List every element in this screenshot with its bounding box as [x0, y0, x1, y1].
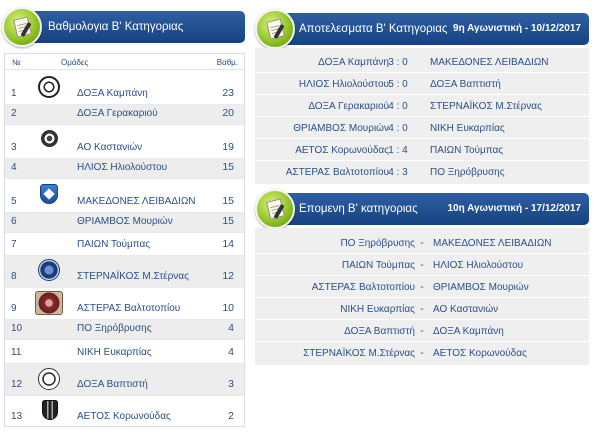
- next-round-box: [255, 228, 589, 365]
- row-position: 11: [11, 347, 22, 358]
- match-score: 4 : 0: [388, 123, 408, 134]
- standings-title: Βαθμολογια Β' Κατηγοριας: [48, 21, 184, 33]
- row-position: 7: [11, 239, 17, 250]
- fixture-row[interactable]: [255, 298, 589, 320]
- ao-crest-icon: [41, 130, 58, 147]
- home-team[interactable]: ΝΙΚΗ Ευκαρπίας: [340, 304, 415, 315]
- fixture-row[interactable]: [255, 342, 589, 364]
- table-row[interactable]: [5, 125, 244, 159]
- table-row[interactable]: [5, 320, 244, 340]
- aetos-crest-icon: [42, 400, 58, 420]
- row-points: 2: [228, 410, 234, 422]
- row-team[interactable]: ΔΟΞΑ Καμπάνη: [77, 88, 148, 99]
- row-points: 20: [222, 107, 234, 119]
- home-team[interactable]: ΠΑΙΩΝ Τούμπας: [341, 260, 415, 271]
- row-points: 4: [228, 346, 234, 358]
- table-row[interactable]: [5, 159, 244, 179]
- row-points: 23: [222, 87, 234, 99]
- results-header: [259, 13, 589, 45]
- home-team[interactable]: ΔΟΞΑ Καμπάνη: [318, 57, 389, 68]
- away-team[interactable]: ΔΟΞΑ Καμπάνη: [433, 326, 504, 337]
- fixture-separator: -: [420, 304, 424, 315]
- row-points: 19: [222, 141, 234, 153]
- row-team[interactable]: ΜΑΚΕΔΟΝΕΣ ΛΕΙΒΑΔΙΩΝ: [77, 196, 196, 207]
- standings-table: [4, 53, 245, 427]
- row-points: 12: [222, 270, 234, 282]
- results-box: [255, 48, 589, 184]
- fixture-row[interactable]: [255, 320, 589, 342]
- table-row[interactable]: [5, 179, 244, 213]
- table-row[interactable]: [5, 340, 244, 364]
- notepad-badge-icon: [255, 189, 295, 229]
- result-row[interactable]: [255, 95, 589, 117]
- result-row[interactable]: [255, 51, 589, 73]
- row-team[interactable]: ΑΕΤΟΣ Κορωνούδας: [77, 411, 171, 422]
- fixture-row[interactable]: [255, 254, 589, 276]
- row-points: 15: [222, 215, 234, 227]
- table-row[interactable]: [5, 288, 244, 320]
- result-row[interactable]: [255, 73, 589, 95]
- row-team[interactable]: ΣΤΕΡΝΑΪΚΟΣ Μ.Στέρνας: [77, 271, 189, 282]
- row-position: 13: [11, 411, 23, 422]
- result-row[interactable]: [255, 139, 589, 161]
- row-position: 10: [11, 323, 23, 334]
- away-team[interactable]: ΜΑΚΕΔΟΝΕΣ ΛΕΙΒΑΔΙΩΝ: [433, 238, 552, 249]
- away-team[interactable]: ΔΟΞΑ Βαπτιστή: [430, 79, 501, 90]
- row-points: 4: [228, 322, 234, 334]
- fixture-separator: -: [420, 282, 424, 293]
- header-team: Ομάδες: [61, 58, 89, 67]
- standings-header: [6, 11, 245, 43]
- fixture-separator: -: [420, 326, 424, 337]
- table-row[interactable]: [5, 364, 244, 396]
- row-position: 5: [11, 196, 17, 207]
- away-team[interactable]: ΜΑΚΕΔΟΝΕΣ ΛΕΙΒΑΔΙΩΝ: [430, 57, 549, 68]
- fixture-row[interactable]: [255, 276, 589, 298]
- away-team[interactable]: ΠΑΙΩΝ Τούμπας: [430, 145, 504, 156]
- header-pts: Βαθμ.: [216, 58, 238, 67]
- row-team[interactable]: ΑΟ Καστανιών: [77, 142, 143, 153]
- away-team[interactable]: ΝΙΚΗ Ευκαρπίας: [430, 123, 505, 134]
- match-score: 1 : 4: [388, 145, 408, 156]
- row-points: 3: [228, 378, 234, 390]
- results-round: 9η Αγωνιστική - 10/12/2017: [453, 23, 581, 34]
- home-team[interactable]: ΔΟΞΑ Γερακαριού: [308, 101, 389, 112]
- result-row[interactable]: [255, 161, 589, 183]
- aster-crest-icon: [35, 291, 63, 315]
- away-team[interactable]: ΘΡΙΑΜΒΟΣ Μουριών: [433, 282, 529, 293]
- row-team[interactable]: ΠΟ Ξηρόβρυσης: [77, 323, 152, 334]
- row-position: 3: [11, 142, 17, 153]
- table-row[interactable]: [5, 71, 244, 105]
- home-team[interactable]: ΑΣΤΕΡΑΣ Βαλτοτοπίου: [311, 282, 415, 293]
- home-team[interactable]: ΘΡΙΑΜΒΟΣ Μουριών: [293, 123, 389, 134]
- standings-table-header: [5, 54, 244, 70]
- next-round-date: 10η Αγωνιστική - 17/12/2017: [447, 203, 581, 214]
- row-position: 9: [11, 303, 17, 314]
- row-points: 14: [222, 238, 234, 250]
- away-team[interactable]: ΑΕΤΟΣ Κορωνούδας: [433, 348, 527, 359]
- away-team[interactable]: ΣΤΕΡΝΑΪΚΟΣ Μ.Στέρνας: [430, 101, 542, 112]
- next-round-title: Επομενη Β' κατηγοριας: [299, 203, 418, 215]
- fixture-separator: -: [420, 348, 424, 359]
- home-team[interactable]: ΑΣΤΕΡΑΣ Βαλτοτοπίου: [285, 167, 389, 178]
- home-team[interactable]: ΗΛΙΟΣ Ηλιολούστου: [298, 79, 389, 90]
- fixture-separator: -: [420, 260, 424, 271]
- star-crest-icon: [38, 259, 60, 281]
- table-row[interactable]: [5, 213, 244, 233]
- match-score: 3 : 0: [388, 57, 408, 68]
- match-score: 4 : 3: [388, 167, 408, 178]
- row-position: 4: [11, 162, 17, 173]
- table-row[interactable]: [5, 233, 244, 256]
- match-score: 4 : 0: [388, 101, 408, 112]
- results-title: Αποτελεσματα Β' Κατηγοριας: [299, 23, 448, 35]
- row-team[interactable]: ΔΟΞΑ Γερακαριού: [77, 108, 158, 119]
- row-team[interactable]: ΔΟΞΑ Βαπτιστή: [77, 379, 148, 390]
- row-points: 15: [222, 195, 234, 207]
- header-pos: №: [12, 58, 21, 67]
- away-team[interactable]: ΗΛΙΟΣ Ηλιολούστου: [433, 260, 524, 271]
- table-row[interactable]: [5, 256, 244, 288]
- table-row[interactable]: [5, 105, 244, 125]
- shield-crest-icon: [40, 184, 58, 204]
- row-team[interactable]: ΘΡΙΑΜΒΟΣ Μουριών: [77, 216, 173, 227]
- notepad-badge-icon: [2, 7, 42, 47]
- row-position: 8: [11, 271, 17, 282]
- away-team[interactable]: ΠΟ Ξηρόβρυσης: [430, 167, 505, 178]
- eagle-crest-icon: [38, 76, 60, 98]
- row-points: 15: [222, 161, 234, 173]
- row-team[interactable]: ΗΛΙΟΣ Ηλιολούστου: [77, 162, 168, 173]
- home-team[interactable]: ΣΤΕΡΝΑΪΚΟΣ Μ.Στέρνας: [303, 348, 415, 359]
- row-position: 12: [11, 379, 23, 390]
- row-position: 6: [11, 216, 17, 227]
- home-team[interactable]: ΠΟ Ξηρόβρυσης: [340, 238, 415, 249]
- away-team[interactable]: ΑΟ Καστανιών: [433, 304, 499, 315]
- row-team[interactable]: ΑΣΤΕΡΑΣ Βαλτοτοπίου: [77, 303, 181, 314]
- home-team[interactable]: ΔΟΞΑ Βαπτιστή: [344, 326, 415, 337]
- doxa-crest-icon: [38, 368, 60, 390]
- fixture-row[interactable]: [255, 232, 589, 254]
- result-row[interactable]: [255, 117, 589, 139]
- table-row[interactable]: [5, 396, 244, 427]
- match-score: 5 : 0: [388, 79, 408, 90]
- row-position: 1: [11, 88, 17, 99]
- row-team[interactable]: ΝΙΚΗ Ευκαρπίας: [77, 347, 152, 358]
- row-position: 2: [11, 108, 17, 119]
- home-team[interactable]: ΑΕΤΟΣ Κορωνούδας: [295, 145, 389, 156]
- row-points: 10: [222, 302, 234, 314]
- notepad-badge-icon: [255, 9, 295, 49]
- fixture-separator: -: [420, 238, 424, 249]
- next-round-header: [259, 193, 589, 225]
- row-team[interactable]: ΠΑΙΩΝ Τούμπας: [77, 239, 151, 250]
